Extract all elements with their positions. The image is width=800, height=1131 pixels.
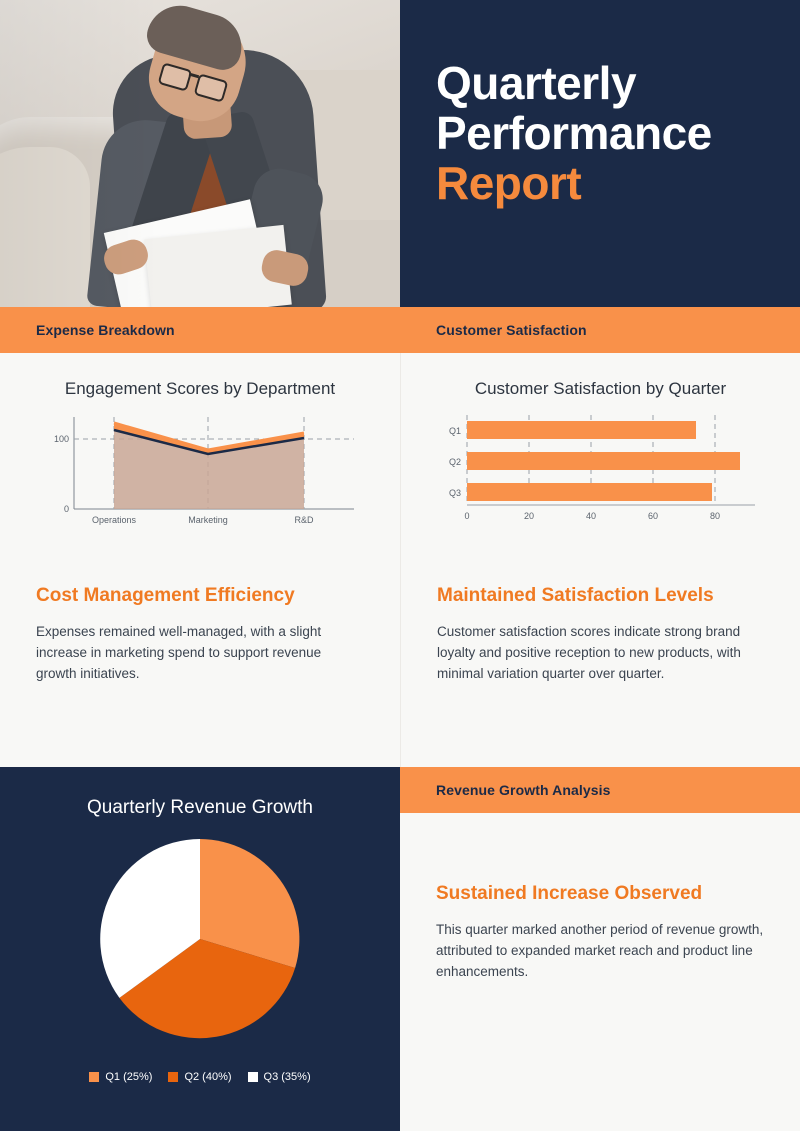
svg-text:Q1: Q1 (448, 426, 461, 436)
legend-swatch-q3 (248, 1072, 258, 1082)
legend-label-q1: Q1 (25%) (105, 1071, 153, 1083)
customer-satisfaction-bar (400, 307, 800, 353)
revenue-pie-legend (30, 1071, 370, 1083)
engagement-chart-title: Engagement Scores by Department (64, 379, 336, 398)
hero-title-line1: Quarterly (436, 57, 637, 109)
legend-swatch-q1 (89, 1072, 99, 1082)
expense-body: Expenses remained well-managed, with a slight increase in marketing spend to support revenue growth initiatives. (36, 624, 322, 681)
satisfaction-chart (437, 409, 764, 559)
expense-panel (0, 353, 400, 767)
legend-label-q3: Q3 (35%) (263, 1071, 311, 1083)
legend-item-q1 (89, 1071, 152, 1083)
engagement-chart-svg (36, 409, 364, 539)
revenue-chart-title: Quarterly Revenue Growth (87, 797, 313, 818)
customer-satisfaction-label: Customer Satisfaction (436, 322, 587, 338)
legend-swatch-q2 (168, 1072, 178, 1082)
svg-text:Marketing: Marketing (188, 515, 228, 525)
hero-photo (0, 0, 400, 307)
svg-text:100: 100 (53, 434, 69, 444)
satisfaction-headline: Maintained Satisfaction Levels (437, 585, 714, 606)
legend-item-q3 (248, 1071, 311, 1083)
svg-text:0: 0 (464, 511, 470, 521)
hero-title-line2: Performance (436, 107, 712, 159)
satisfaction-body: Customer satisfaction scores indicate strong brand loyalty and positive reception to new products, with minimal variation quarter over quarter. (437, 624, 741, 681)
svg-text:0: 0 (63, 504, 69, 514)
revenue-body: This quarter marked another period of revenue growth, attributed to expanded market reach and product line enhancements. (436, 922, 764, 979)
satisfaction-chart-title: Customer Satisfaction by Quarter (474, 379, 727, 398)
bottom-section (0, 767, 800, 1131)
legend-label-q2: Q2 (40%) (184, 1071, 232, 1083)
revenue-growth-label: Revenue Growth Analysis (436, 782, 611, 798)
revenue-growth-bar (400, 767, 800, 813)
revenue-pie-chart (30, 827, 370, 1057)
hero-title-line3: Report (436, 157, 582, 209)
svg-text:40: 40 (585, 511, 597, 521)
legend-item-q2 (168, 1071, 231, 1083)
satisfaction-panel (400, 353, 800, 767)
svg-text:Operations: Operations (91, 515, 137, 525)
expense-headline: Cost Management Efficiency (36, 585, 295, 606)
hero-title-block (400, 0, 800, 307)
svg-text:80: 80 (709, 511, 721, 521)
middle-panels (0, 353, 800, 767)
svg-text:60: 60 (647, 511, 659, 521)
expense-breakdown-bar (0, 307, 400, 353)
svg-text:R&D: R&D (294, 515, 314, 525)
revenue-headline: Sustained Increase Observed (436, 883, 703, 904)
svg-text:Q3: Q3 (448, 488, 461, 498)
section-bar-row (0, 307, 800, 353)
satisfaction-chart-svg (437, 409, 765, 539)
expense-breakdown-label: Expense Breakdown (36, 322, 175, 338)
engagement-chart (36, 409, 364, 559)
revenue-text-panel (400, 767, 800, 1131)
svg-text:20: 20 (523, 511, 535, 521)
hero-section (0, 0, 800, 307)
svg-text:Q2: Q2 (448, 457, 461, 467)
revenue-chart-panel (0, 767, 400, 1131)
